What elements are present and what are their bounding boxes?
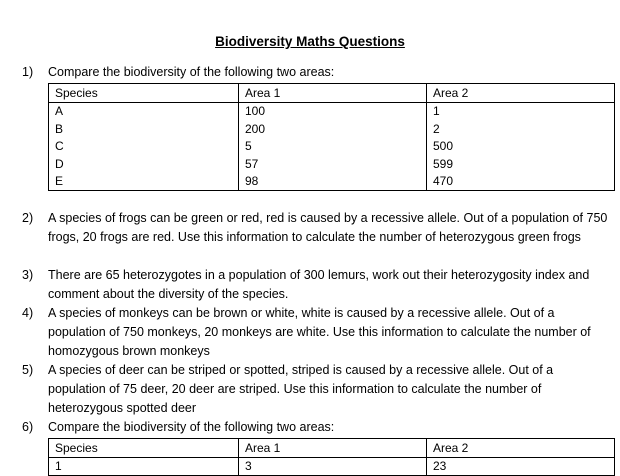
biodiversity-table-1 (48, 83, 615, 191)
cell-species: E (49, 173, 239, 191)
cell-area-2: 470 (427, 173, 615, 191)
table-row (49, 155, 615, 173)
header-species: Species (49, 439, 239, 458)
question-text: A species of monkeys can be brown or white, white is caused by a recessive allele. Out of a population of 750 monkeys, 20 monkeys are white. Use this information to calculate the number of homozygous brown monkeys (48, 306, 591, 358)
biodiversity-table-2 (48, 438, 615, 476)
cell-species: 1 (49, 457, 239, 476)
question-4 (22, 304, 612, 361)
cell-area-1: 3 (239, 457, 427, 476)
question-number: 1) (22, 65, 34, 79)
cell-area-1: 57 (239, 155, 427, 173)
cell-area-1: 100 (239, 102, 427, 120)
question-5 (22, 361, 612, 418)
question-6 (22, 418, 612, 437)
question-text: A species of deer can be striped or spotted, striped is caused by a recessive allele. Out of a population of 75 deer, 20 deer are striped. Use this information to calculate the number of heterozygous spotted deer (48, 363, 554, 415)
question-number: 2) (22, 211, 34, 225)
question-number: 4) (22, 306, 34, 320)
question-number: 6) (22, 420, 34, 434)
cell-area-2: 500 (427, 138, 615, 156)
table-row (49, 138, 615, 156)
cell-area-1: 98 (239, 173, 427, 191)
table-row (49, 102, 615, 120)
cell-species: C (49, 138, 239, 156)
table-header-row (49, 84, 615, 103)
question-number: 5) (22, 363, 34, 377)
cell-area-1: 5 (239, 138, 427, 156)
cell-area-2: 1 (427, 102, 615, 120)
table-header-row (49, 439, 615, 458)
cell-species: D (49, 155, 239, 173)
question-number: 3) (22, 268, 34, 282)
header-area-2: Area 2 (427, 84, 615, 103)
table-row (49, 173, 615, 191)
header-species: Species (49, 84, 239, 103)
cell-species: A (49, 102, 239, 120)
header-area-1: Area 1 (239, 439, 427, 458)
cell-area-2: 599 (427, 155, 615, 173)
cell-area-2: 2 (427, 120, 615, 138)
header-area-1: Area 1 (239, 84, 427, 103)
table-row (49, 120, 615, 138)
table-row (49, 457, 615, 476)
question-2 (22, 209, 612, 247)
question-text: There are 65 heterozygotes in a population of 300 lemurs, work out their heterozygosity index and comment about the diversity of the species. (48, 268, 590, 301)
question-text: Compare the biodiversity of the following two areas: (48, 65, 335, 79)
cell-area-2: 23 (427, 457, 615, 476)
cell-species: B (49, 120, 239, 138)
header-area-2: Area 2 (427, 439, 615, 458)
question-text: Compare the biodiversity of the following two areas: (48, 420, 335, 434)
question-3 (22, 266, 612, 304)
page-title: Biodiversity Maths Questions (215, 34, 405, 49)
cell-area-1: 200 (239, 120, 427, 138)
question-text: A species of frogs can be green or red, red is caused by a recessive allele. Out of a population of 750 frogs, 20 frogs are red. Use this information to calculate the number of heterozygous green frogs (48, 211, 608, 244)
question-1 (22, 63, 612, 82)
